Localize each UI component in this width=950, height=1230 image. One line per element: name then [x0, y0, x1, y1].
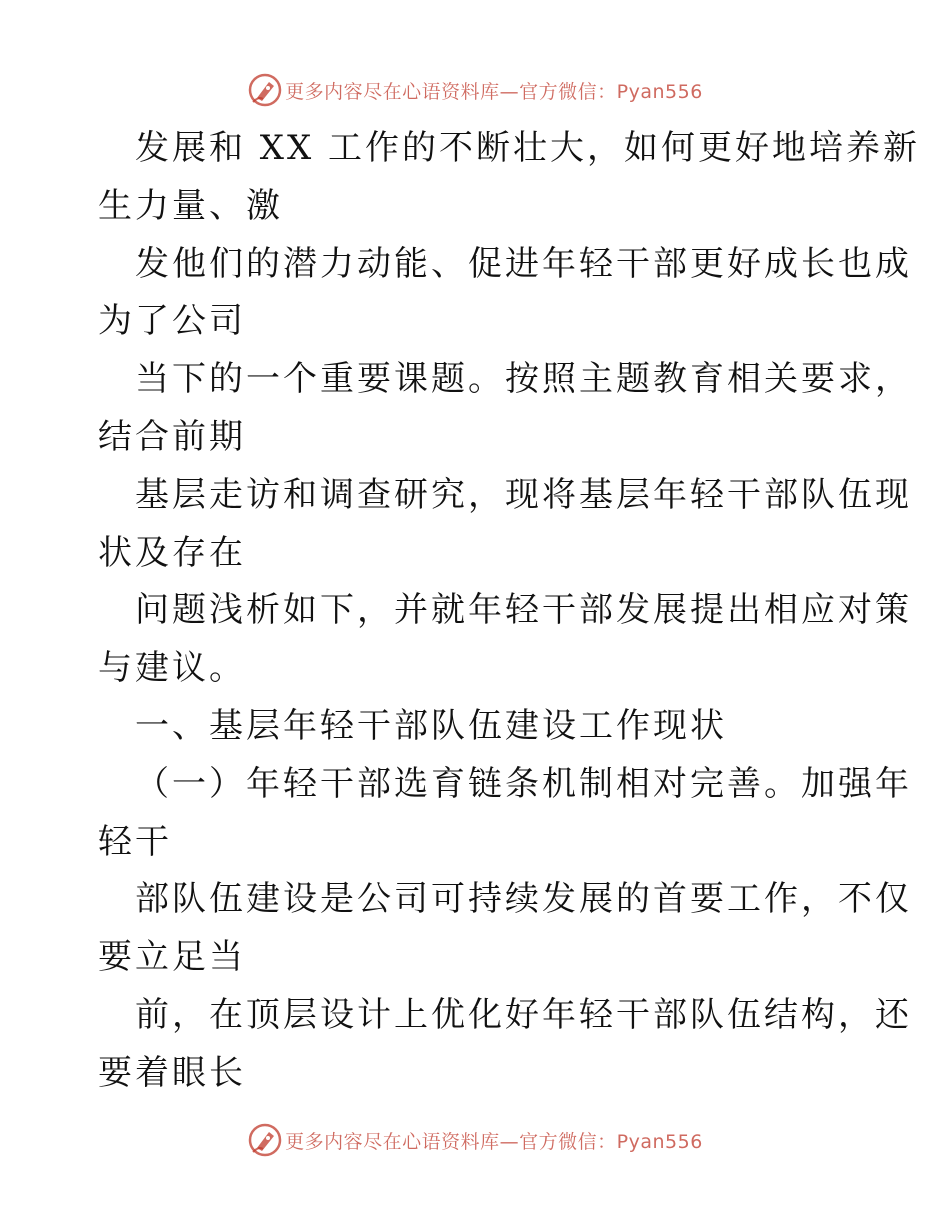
- subsection-heading: （一）年轻干部选育链条机制相对完善。加强年: [135, 763, 912, 804]
- footer-watermark: [0, 1120, 950, 1160]
- body-line: 发展和 XX 工作的不断壮大，如何更好地培养新: [135, 128, 921, 168]
- body-line: 轻干: [98, 821, 172, 862]
- body-line: 要着眼长: [98, 1052, 246, 1093]
- pen-nib-seal-icon: [247, 72, 283, 108]
- body-line: 发他们的潜力动能、促进年轻干部更好成长也成: [135, 243, 912, 284]
- watermark-text: 更多内容尽在心语资料库—官方微信：Pyan556: [285, 1130, 703, 1153]
- section-heading: 一、基层年轻干部队伍建设工作现状: [135, 705, 727, 746]
- watermark-text: 更多内容尽在心语资料库—官方微信：Pyan556: [285, 80, 703, 103]
- body-line: 当下的一个重要课题。按照主题教育相关要求，: [135, 359, 912, 400]
- body-line: 与建议。: [98, 648, 246, 689]
- body-line: 部队伍建设是公司可持续发展的首要工作，不仅: [135, 879, 912, 920]
- body-line: 生力量、激: [98, 185, 283, 226]
- body-line: 结合前期: [98, 416, 246, 457]
- document-body: [98, 120, 921, 1103]
- body-line: 前，在顶层设计上优化好年轻干部队伍结构，还: [135, 994, 912, 1035]
- body-line: 基层走访和调查研究，现将基层年轻干部队伍现: [135, 474, 912, 515]
- body-line: 为了公司: [98, 301, 246, 342]
- body-line: 状及存在: [98, 532, 246, 573]
- body-line: 要立足当: [98, 937, 246, 978]
- pen-nib-seal-icon: [247, 1122, 283, 1158]
- body-line: 问题浅析如下，并就年轻干部发展提出相应对策: [135, 590, 912, 631]
- header-watermark: [0, 70, 950, 110]
